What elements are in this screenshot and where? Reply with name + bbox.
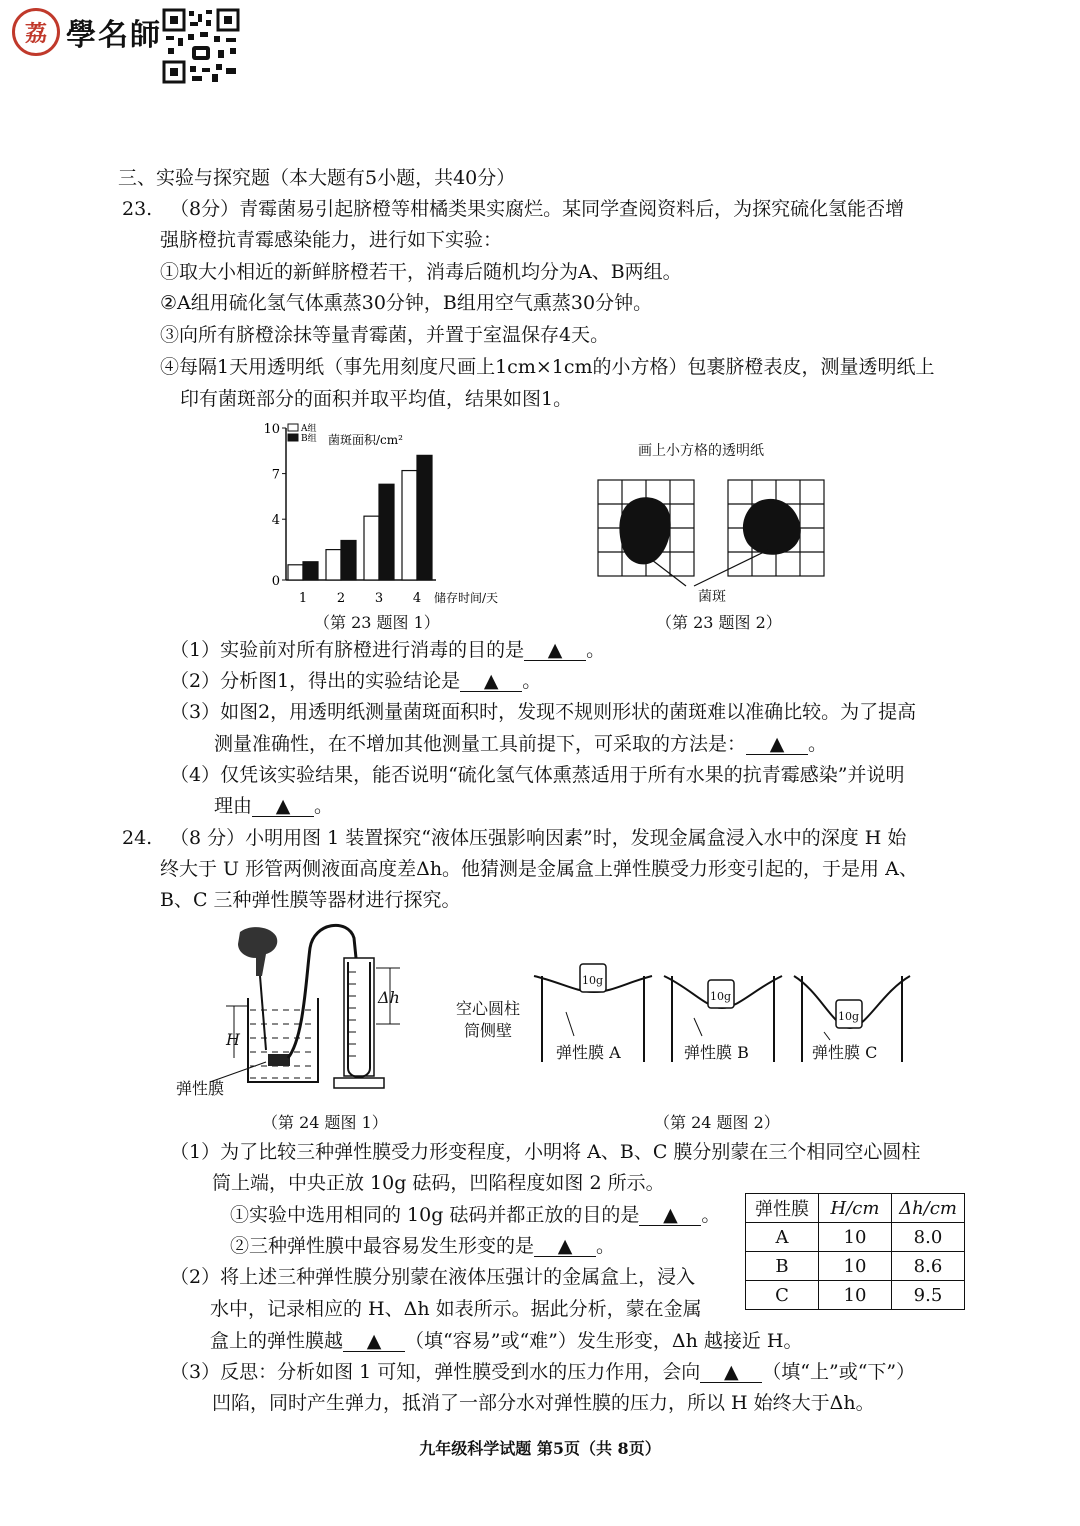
qr-code-icon (162, 8, 240, 84)
table-cell: 10 (819, 1281, 892, 1310)
answer-blank[interactable]: ▲ (639, 1205, 701, 1226)
answer-blank[interactable]: ▲ (460, 671, 522, 692)
q24-sub-2-line-2: 水中，记录相应的 H、Δh 如表所示。据此分析，蒙在金属 (210, 1298, 702, 1320)
q24-intro-1: （8 分）小明用图 1 装置探究“液体压强影响因素”时，发现金属盒浸入水中的深度 H 始 (170, 827, 907, 849)
q24-label-wall-1: 空心圆柱 (456, 999, 521, 1018)
q24-label-wall-2: 筒侧壁 (464, 1021, 513, 1040)
q24-label-membrane: 弹性膜 (176, 1079, 225, 1098)
legend-label: A组 (301, 424, 317, 434)
q24-sub-3-line-2: 凹陷，同时产生弹力，抵消了一部分水对弹性膜的压力，所以 H 始终大于Δh。 (212, 1392, 875, 1414)
metal-box (268, 1054, 290, 1066)
table-header: 弹性膜 (746, 1194, 819, 1223)
x-axis-label: 储存时间/天 (434, 591, 499, 605)
q23-fig2-label-spot: 菌斑 (698, 589, 726, 605)
q24-sub-2-line-1: （2）将上述三种弹性膜分别蒙在液体压强计的金属盒上，浸入 (170, 1266, 696, 1288)
weight-label-a: 10g (582, 974, 604, 987)
bar-a (288, 565, 303, 580)
bar-b (379, 484, 394, 580)
answer-blank[interactable]: ▲ (524, 640, 586, 661)
q23-sub-3-line-1: （3）如图2，用透明纸测量菌斑面积时，发现不规则形状的菌斑难以准确比较。为了提高 (170, 701, 917, 723)
bar-a (326, 550, 341, 580)
logo-seal: 荔 (12, 8, 60, 56)
q23-intro-2: 强脐橙抗青霉感染能力，进行如下实验： (160, 229, 503, 251)
y-tick-label: 4 (271, 513, 280, 529)
answer-blank[interactable]: ▲ (343, 1331, 405, 1352)
q24-data-table (745, 1193, 965, 1310)
table-row (746, 1252, 965, 1281)
answer-blank[interactable]: ▲ (700, 1362, 762, 1383)
brand-logo (12, 8, 162, 56)
q23-sub-3-line-2: 测量准确性，在不增加其他测量工具前提下，可采取的方法是： ▲ 。 (214, 733, 828, 755)
bar-a (364, 516, 379, 580)
table-cell: 10 (819, 1252, 892, 1281)
y-axis-label: 菌斑面积/cm² (328, 433, 403, 447)
q23-sub-1: （1）实验前对所有脐橙进行消毒的目的是 ▲ 。 (170, 639, 606, 661)
mould-spot-right (743, 499, 801, 555)
y-tick-label: 7 (271, 467, 280, 483)
q23-sub-2: （2）分析图1，得出的实验结论是 ▲ 。 (170, 670, 542, 692)
answer-blank[interactable]: ▲ (746, 734, 808, 755)
weight-label-c: 10g (838, 1010, 860, 1023)
q23-fig2-caption: （第 23 题图 2） (656, 613, 782, 632)
q23-intro-1: （8分）青霉菌易引起脐橙等柑橘类果实腐烂。某同学查阅资料后，为探究硫化氢能否增 (170, 198, 905, 220)
q23-fig2-label-paper: 画上小方格的透明纸 (638, 443, 764, 459)
table-row (746, 1223, 965, 1252)
q24-fig2-caption: （第 24 题图 2） (654, 1113, 780, 1132)
q24-intro-3: B、C 三种弹性膜等器材进行探究。 (160, 889, 461, 911)
membrane-c-label: 弹性膜 C (812, 1043, 878, 1062)
q23-bar-chart (250, 418, 530, 610)
q23-step-4-line-2: 印有菌斑部分的面积并取平均值，结果如图1。 (180, 388, 573, 410)
bar-b (417, 455, 432, 580)
table-cell: C (746, 1281, 819, 1310)
x-tick-label: 1 (298, 591, 308, 606)
q24-number: 24. (122, 827, 153, 849)
logo-text: 學名師 (66, 18, 162, 53)
mould-spot-left (619, 497, 670, 564)
q23-step-1: ①取大小相近的新鲜脐橙若干，消毒后随机均分为A、B两组。 (160, 261, 682, 283)
page-footer: 九年级科学试题 第5页（共 8页） (419, 1439, 661, 1458)
chart-layer (263, 422, 498, 606)
membrane-b-label: 弹性膜 B (684, 1043, 749, 1062)
q23-fig1-caption: （第 23 题图 1） (314, 613, 440, 632)
q23-step-3: ③向所有脐橙涂抹等量青霉菌，并置于室温保存4天。 (160, 324, 610, 346)
q23-sub-4-line-2: 理由 ▲ 。 (214, 795, 334, 817)
table-cell: 8.0 (892, 1223, 965, 1252)
bar-b (303, 562, 318, 580)
q24-sub-1-b: ②三种弹性膜中最容易发生形变的是 ▲ 。 (230, 1235, 616, 1257)
legend-label: B组 (301, 434, 317, 444)
q24-sub-1-line-2: 筒上端，中央正放 10g 砝码，凹陷程度如图 2 所示。 (212, 1172, 665, 1194)
bar-a (402, 471, 417, 580)
section-title: 三、实验与探究题（本大题有5小题，共40分） (118, 167, 516, 189)
q24-label-H: H (226, 1030, 240, 1049)
legend-swatch (288, 434, 298, 441)
membrane-a-label: 弹性膜 A (556, 1043, 621, 1062)
legend-swatch (288, 424, 298, 431)
q24-sub-1-line-1: （1）为了比较三种弹性膜受力形变程度，小明将 A、B、C 膜分别蒙在三个相同空心圆柱 (170, 1141, 921, 1163)
table-row (746, 1281, 965, 1310)
table-header: H/cm (819, 1194, 892, 1223)
q23-grid-figure (590, 438, 840, 608)
table-cell: A (746, 1223, 819, 1252)
q23-step-4-line-1: ④每隔1天用透明纸（事先用刻度尺画上1cm×1cm的小方格）包裹脐橙表皮，测量透明纸上 (160, 356, 935, 378)
answer-blank[interactable]: ▲ (534, 1236, 596, 1257)
table-header: Δh/cm (892, 1194, 965, 1223)
x-tick-label: 2 (336, 591, 346, 606)
weight-label-b: 10g (710, 990, 732, 1003)
table-cell: 9.5 (892, 1281, 965, 1310)
q23-sub-4-line-1: （4）仅凭该实验结果，能否说明“硫化氢气体熏蒸适用于所有水果的抗青霉感染”并说明 (170, 764, 905, 786)
table-cell: B (746, 1252, 819, 1281)
answer-blank[interactable]: ▲ (252, 796, 314, 817)
q24-apparatus-figure (170, 918, 410, 1102)
q24-sub-1-a: ①实验中选用相同的 10g 砝码并都正放的目的是 ▲ 。 (230, 1204, 721, 1226)
q24-sub-3-line-1: （3）反思：分析如图 1 可知，弹性膜受到水的压力作用，会向 ▲ （填“上”或“下”） (170, 1361, 916, 1383)
bar-b (341, 540, 356, 580)
q24-label-dh: Δh (378, 988, 400, 1007)
q23-number: 23. (122, 198, 153, 220)
table-cell: 8.6 (892, 1252, 965, 1281)
y-tick-label: 10 (263, 422, 280, 437)
x-tick-label: 4 (412, 591, 422, 606)
q23-step-2: ②A组用硫化氢气体熏蒸30分钟，B组用空气熏蒸30分钟。 (160, 292, 653, 314)
q24-intro-2: 终大于 U 形管两侧液面高度差Δh。他猜测是金属盒上弹性膜受力形变引起的，于是用 A、 (160, 858, 918, 880)
hand-icon (238, 927, 277, 976)
table-cell: 10 (819, 1223, 892, 1252)
q24-sub-2-line-3: 盒上的弹性膜越 ▲ （填“容易”或“难”）发生形变，Δh 越接近 H。 (210, 1330, 803, 1352)
q24-fig1-caption: （第 24 题图 1） (262, 1113, 388, 1132)
y-tick-label: 0 (271, 574, 280, 589)
x-tick-label: 3 (374, 591, 384, 606)
